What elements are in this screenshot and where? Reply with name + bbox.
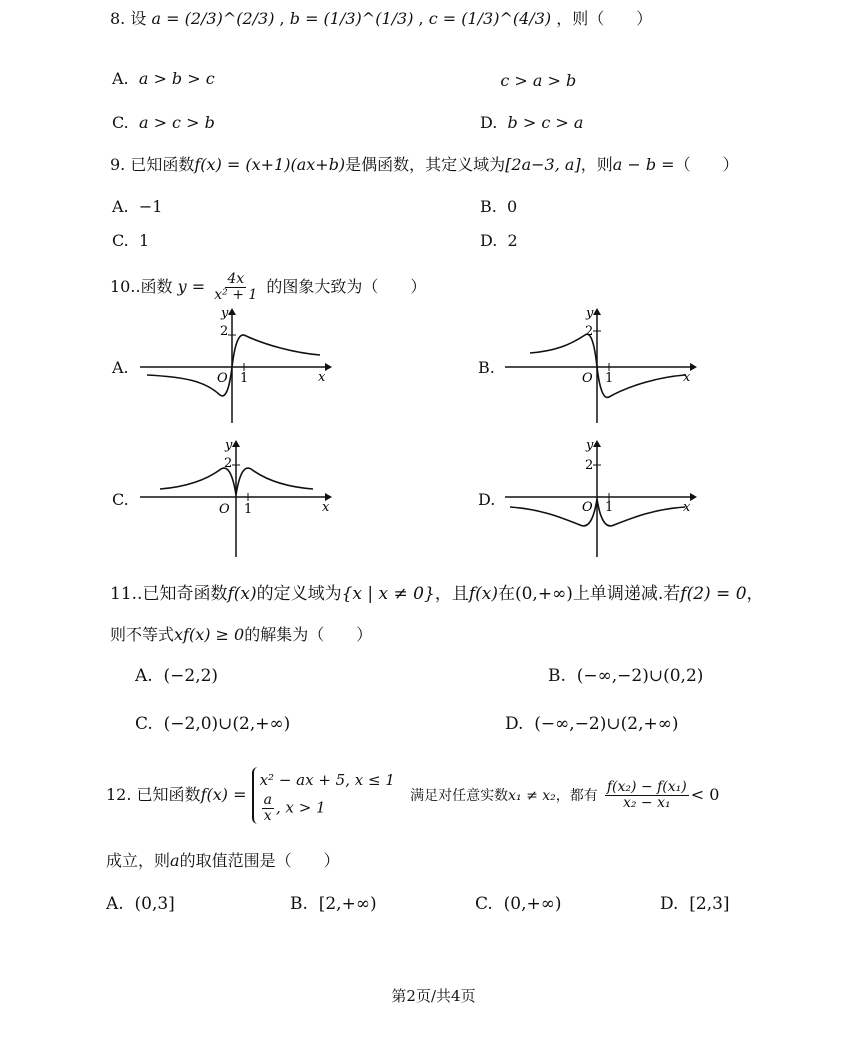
label-x: x bbox=[683, 370, 691, 385]
q10-graph-c[interactable] bbox=[135, 437, 335, 559]
q12-stem: 12. 已知函数f(x) = x² − ax + 5, x ≤ 1 $\frac{a}{x}$ , x > 1 满足对任意实数x₁ ≠ x₂，都有 $\frac{\text{f(x₂) − f(x₁)}}{\text{x₂ − x₁}}$ < 0 bbox=[106, 760, 719, 831]
q8-option-c[interactable]: C. a > c > b bbox=[112, 113, 215, 132]
label-y: y bbox=[586, 438, 594, 453]
q11-option-c[interactable]: C. (−2,0)∪(2,+∞) bbox=[135, 714, 291, 734]
q10-graph-a[interactable] bbox=[135, 305, 335, 425]
q9-option-b[interactable]: B. 0 bbox=[480, 197, 518, 216]
q9-option-a[interactable]: A. −1 bbox=[112, 197, 163, 216]
q12-option-c[interactable]: C. (0,+∞) bbox=[475, 894, 562, 914]
x-axis-arrow bbox=[690, 363, 697, 371]
label-2: 2 bbox=[585, 458, 594, 473]
q9-stem: 9. 已知函数f(x) = (x+1)(ax+b)是偶函数，其定义域为[2a−3, a]，则a − b =（ ） bbox=[110, 155, 739, 174]
q9-option-d[interactable]: D. 2 bbox=[480, 231, 518, 250]
q12-option-b[interactable]: B. [2,+∞) bbox=[290, 894, 377, 914]
q11-option-a[interactable]: A. (−2,2) bbox=[135, 666, 219, 686]
q8-b-expr: b = (1/3)^(1/3) bbox=[289, 9, 414, 28]
page-footer: 第2页/共4页 bbox=[391, 987, 476, 1005]
q11-option-b[interactable]: B. (−∞,−2)∪(0,2) bbox=[548, 666, 704, 686]
label-1: 1 bbox=[240, 371, 249, 386]
q8-option-d[interactable]: D. b > c > a bbox=[480, 113, 584, 132]
q8-option-a[interactable]: A. a > b > c bbox=[112, 69, 215, 88]
label-2: 2 bbox=[220, 324, 229, 339]
label-y: y bbox=[221, 306, 229, 321]
q8-option-b[interactable]: c > a > b bbox=[500, 71, 577, 90]
q12-stem-line2: 成立，则a的取值范围是（ ） bbox=[106, 851, 340, 870]
q10-stem: 10..函数 y = $\frac{4x}{\text{x² + 1}}$ 的图象大致为（ ） bbox=[110, 271, 427, 303]
label-1: 1 bbox=[605, 500, 614, 515]
q8-c-expr: c = (1/3)^(4/3) bbox=[428, 9, 552, 28]
label-y: y bbox=[586, 306, 594, 321]
x-axis-arrow bbox=[325, 363, 332, 371]
label-1: 1 bbox=[605, 371, 614, 386]
y-axis-arrow bbox=[593, 308, 601, 315]
y-axis-arrow bbox=[232, 440, 240, 447]
q11-option-d[interactable]: D. (−∞,−2)∪(2,+∞) bbox=[505, 714, 679, 734]
q11-stem: 11..已知奇函数f(x)的定义域为{x | x ≠ 0}，且f(x)在(0,+∞)上单调递减.若f(2) = 0， bbox=[110, 584, 764, 604]
q10-fraction: $\frac{4x}{\text{x² + 1}}$ bbox=[214, 271, 258, 303]
q8-stem: 8. 设 a = (2/3)^(2/3) , b = (1/3)^(1/3) , c = (1/3)^(4/3) ，则（ ） bbox=[110, 9, 653, 28]
label-2: 2 bbox=[585, 324, 594, 339]
label-x: x bbox=[322, 500, 330, 515]
q10-option-a-label[interactable]: A. bbox=[112, 358, 129, 377]
q12-option-a[interactable]: A. (0,3] bbox=[106, 894, 175, 914]
q8-a-expr: a = (2/3)^(2/3) bbox=[151, 9, 275, 28]
label-o: O bbox=[217, 371, 228, 386]
curve-b bbox=[530, 334, 685, 397]
label-o: O bbox=[219, 502, 230, 517]
label-x: x bbox=[318, 370, 326, 385]
label-1: 1 bbox=[244, 502, 253, 517]
q10-option-b-label[interactable]: B. bbox=[478, 358, 495, 377]
y-axis-arrow bbox=[228, 308, 236, 315]
x-axis-arrow bbox=[690, 493, 697, 501]
q10-graph-d[interactable] bbox=[500, 437, 700, 559]
label-x: x bbox=[683, 500, 691, 515]
q12-option-d[interactable]: D. [2,3] bbox=[660, 894, 730, 914]
q10-option-c-label[interactable]: C. bbox=[112, 490, 129, 509]
q9-option-c[interactable]: C. 1 bbox=[112, 231, 150, 250]
curve-a bbox=[147, 335, 320, 396]
q12-fraction: $\frac{\text{f(x₂) − f(x₁)}}{\text{x₂ − x₁}}$ bbox=[606, 779, 687, 811]
label-o: O bbox=[582, 500, 593, 515]
label-o: O bbox=[582, 371, 593, 386]
q12-piecewise: x² − ax + 5, x ≤ 1 $\frac{a}{x}$ , x > 1 bbox=[252, 767, 395, 824]
label-2: 2 bbox=[224, 456, 233, 471]
y-axis-arrow bbox=[593, 440, 601, 447]
label-y: y bbox=[225, 438, 233, 453]
q10-option-d-label[interactable]: D. bbox=[478, 490, 496, 509]
q10-graph-b[interactable] bbox=[500, 305, 700, 425]
q11-stem-line2: 则不等式xf(x) ≥ 0的解集为（ ） bbox=[110, 625, 373, 644]
